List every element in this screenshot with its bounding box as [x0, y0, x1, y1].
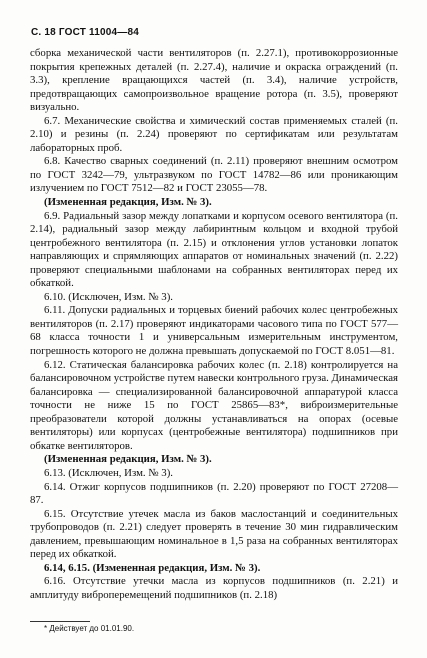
paragraph-6-14: 6.14. Отжиг корпусов подшипников (п. 2.20) проверяют по ГОСТ 27208—87. [30, 480, 398, 507]
paragraph-6-12: 6.12. Статическая балансировка рабочих колес (п. 2.18) контролируется на балансировочном устройстве путем навески контрольного груза. Динамическая балансировка — специализированной балансировочной аппаратурой класса точности не ниже 15 по ГОСТ 25865—83*, виброизмерительные преобразователи которой должны устанавливаться на опорах (осевые вентиляторы) или корпусах (центробежные вентилятора) подшипников при обкатке вентиляторов. [30, 358, 398, 452]
amendment-note: 6.14, 6.15. (Измененная редакция, Изм. № 3). [44, 561, 261, 574]
paragraph-6-16: 6.16. Отсутствие утечки масла из корпусов подшипников (п. 2.21) и амплитуду виброперемещений подшипников (п. 2.18) [30, 575, 398, 601]
paragraph-6-11: 6.11. Допуски радиальных и торцевых биений рабочих колес центробежных вентиляторов (п. 2.17) проверяют индикаторами часового типа по ГОСТ 577—68 класса точности 1 и универсальным измерительным инструментом, погрешность которого не должна превышать допускаемой по ГОСТ 8.051—81. [30, 304, 398, 358]
paragraph-6-9: 6.9. Радиальный зазор между лопатками и корпусом осевого вентилятора (п. 2.14), радиальный зазор между лабиринтным кольцом и входной трубой центробежного вентилятора (п. 2.15) и отклонения углов установки лопаток направляющих и спрямляющих аппаратов от номинальных значений (п. 2.22) проверяют специальными шаблонами на собранных вентиляторах перед их обкаткой. [30, 209, 398, 290]
paragraph-6-13: 6.13. (Исключен, Изм. № 3). [44, 466, 173, 479]
footnote: * Действует до 01.01.90. [44, 624, 135, 633]
paragraph-continuation: сборка механической части вентиляторов (п. 2.27.1), противокоррозионные покрытия крепежных деталей (п. 2.27.4), наличие и окраска ограждений (п. 3.3), крепление вращающихся частей (п. 3.4), наличие устройств, предотвращающих самопроизвольное вращение ротора (п. 3.5), проверяют визуально. [30, 47, 398, 114]
paragraph-6-15: 6.15. Отсутствие утечек масла из баков маслостанций и соединительных трубопроводов (п. 2.21) следует проверять в течение 30 мин гидравлическим давлением, превышающим номинальное в 1,5 раза на собранных вентиляторах перед их обкаткой. [30, 507, 398, 561]
footnote-divider [30, 621, 90, 622]
paragraph-6-10: 6.10. (Исключен, Изм. № 3). [44, 290, 173, 303]
paragraph-6-8: 6.8. Качество сварных соединений (п. 2.11) проверяют внешним осмотром по ГОСТ 3242—79, ультразвуком по ГОСТ 14782—86 или проникающим излучением по ГОСТ 7512—82 и ГОСТ 23055—78. [30, 155, 398, 195]
amendment-note: (Измененная редакция, Изм. № 3). [44, 453, 212, 466]
body-text [30, 47, 398, 602]
paragraph-6-7: 6.7. Механические свойства и химический состав применяемых сталей (п. 2.10) и резины (п. 2.24) проверяют по сертификатам или результатам лабораторных проб. [30, 114, 398, 154]
amendment-note: (Измененная редакция, Изм. № 3). [44, 196, 212, 209]
page-header: С. 18 ГОСТ 11004—84 [31, 27, 140, 38]
